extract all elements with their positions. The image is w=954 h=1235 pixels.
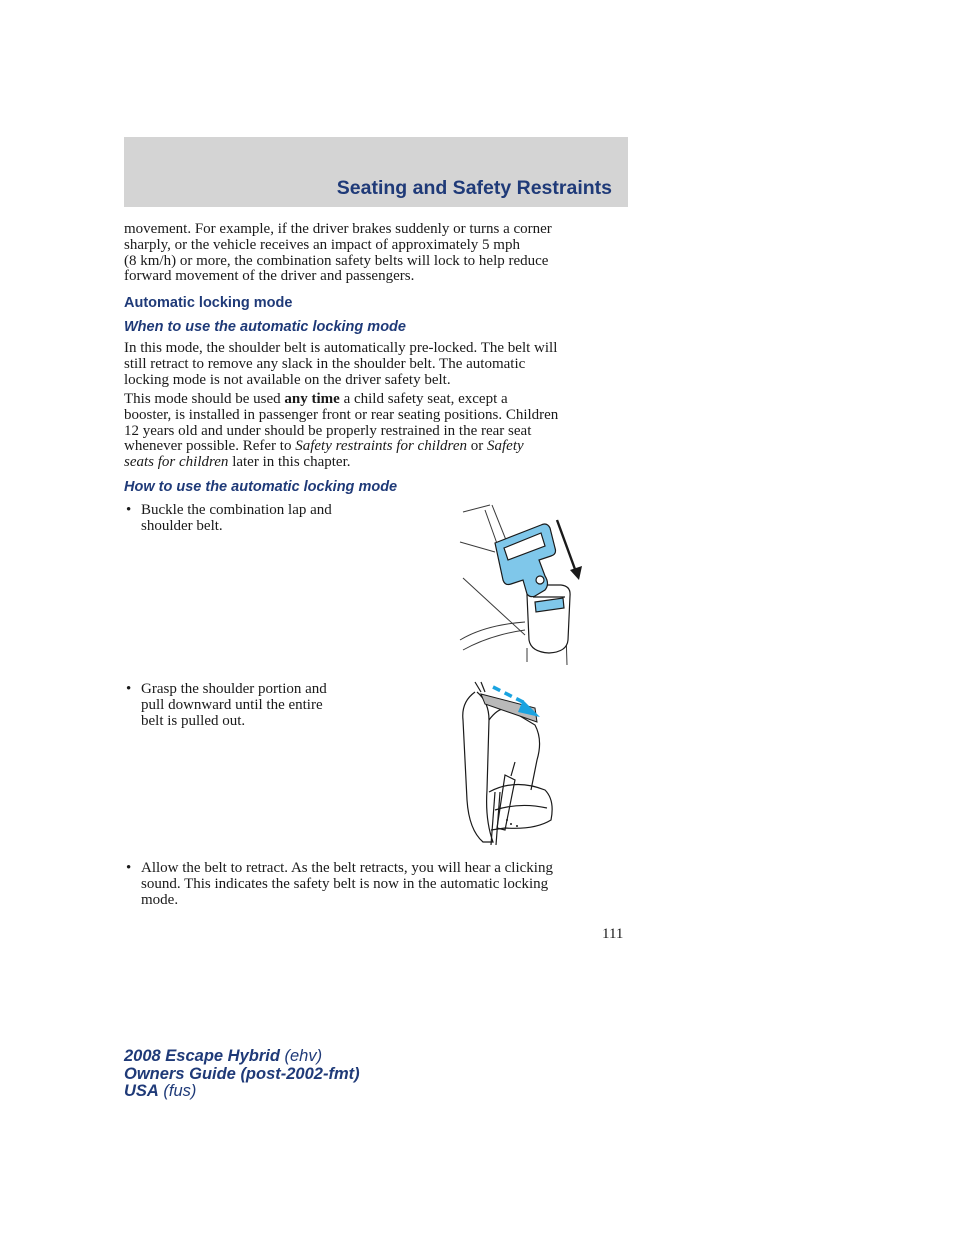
header-band: [124, 137, 628, 207]
cross-reference-link: seats for children: [124, 454, 229, 471]
text-line: whenever possible. Refer to Safety restraints for children or Safety: [124, 438, 524, 455]
bullet-icon: •: [126, 860, 132, 876]
text-line: locking mode is not available on the driver safety belt.: [124, 371, 451, 388]
page-number: 111: [602, 926, 624, 942]
mode-paragraph: [124, 341, 624, 388]
bullet-icon: •: [126, 502, 132, 518]
cross-reference-link: Safety restraints for children: [295, 438, 467, 455]
footer-edition: 2008 Escape Hybrid (ehv) Owners Guide (post-2002-fmt) USA (fus): [124, 1047, 360, 1100]
text-line: booster, is installed in passenger front or rear seating positions. Children: [124, 406, 559, 423]
text-line: This mode should be used any time a child safety seat, except a: [124, 391, 508, 407]
subheading-when: When to use the automatic locking mode: [124, 319, 406, 335]
buckle-illustration: [455, 500, 590, 665]
cross-reference-link: Safety: [487, 438, 524, 455]
section-heading: Automatic locking mode: [124, 295, 293, 311]
text-line: seats for children later in this chapter.: [124, 454, 351, 471]
text-line: sharply, or the vehicle receives an impact of approximately 5 mph: [124, 236, 520, 253]
text-line: movement. For example, if the driver brakes suddenly or turns a corner: [124, 221, 552, 237]
text-line: In this mode, the shoulder belt is automatically pre-locked. The belt will: [124, 340, 558, 356]
subheading-how: How to use the automatic locking mode: [124, 479, 398, 495]
text-line: forward movement of the driver and passengers.: [124, 268, 415, 285]
usage-paragraph: [124, 392, 634, 471]
page-title: Seating and Safety Restraints: [336, 177, 612, 199]
seat-belt-pull-illustration: [455, 680, 565, 850]
text-line: still retract to remove any slack in the shoulder belt. The automatic: [124, 355, 526, 372]
text-line: 12 years old and under should be properly restrained in the rear seat: [124, 422, 532, 439]
text-line: (8 km/h) or more, the combination safety belts will lock to help reduce: [124, 252, 549, 269]
bullet-icon: •: [126, 681, 132, 697]
intro-paragraph: [124, 222, 624, 285]
